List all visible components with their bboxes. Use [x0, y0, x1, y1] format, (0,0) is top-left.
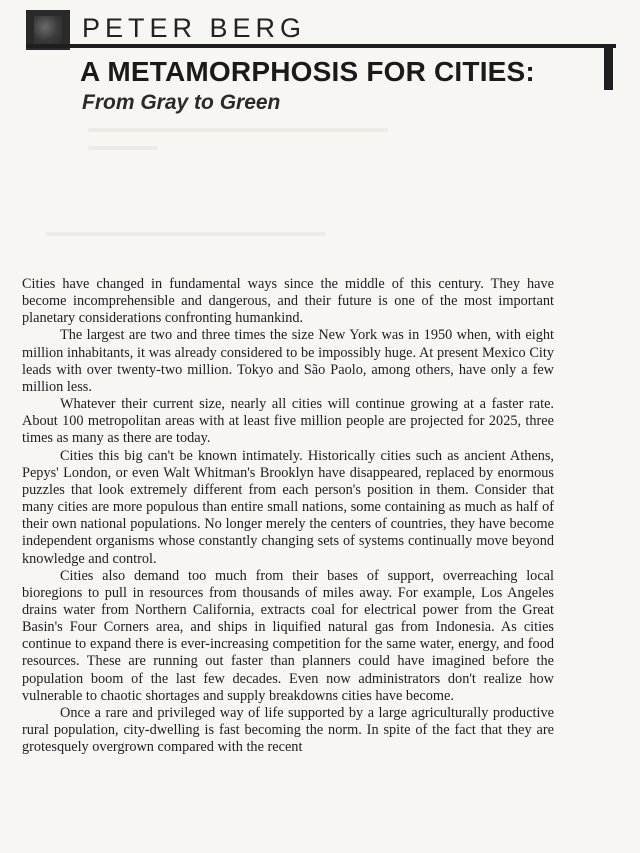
header-rule-end: [604, 44, 613, 90]
bleed-through-mark: [88, 128, 388, 132]
author-name: PETER BERG: [82, 13, 307, 43]
article-subtitle: From Gray to Green: [82, 91, 281, 114]
article-body: [22, 276, 554, 756]
paragraph: Once a rare and privileged way of life supported by a large agriculturally productive rural population, city-dwelling is fast becoming the norm. In spite of the fact that they are grotesquely overgrown compared with the recent: [22, 704, 554, 756]
paragraph: Cities also demand too much from their bases of support, overreaching local bioregions to pull in resources from thousands of miles away. For example, Los Angeles drains water from Northern California, extracts coal for electrical power from the Great Basin's Four Corners area, and ships in liquified natural gas from Indonesia. As cities continue to expand there is ever-increasing competition for the same water, energy, and food resources. These are running out faster than planners could have imagined before the population boom of the last few decades. Even now administrators don't realize how vulnerable to chaotic shortages and supply breakdowns cities have become.: [22, 567, 554, 704]
header-texture: [34, 16, 62, 44]
article-title: A METAMORPHOSIS FOR CITIES:: [80, 56, 535, 87]
paragraph: Whatever their current size, nearly all cities will continue growing at a faster rate. About 100 metropolitan areas with at least five million people are projected for 2025, three times as many as there are today.: [22, 396, 554, 447]
paragraph: Cities have changed in fundamental ways since the middle of this century. They have become incomprehensible and dangerous, and their future is one of the most important planetary considerations confronting humankind.: [22, 276, 554, 327]
bleed-through-mark: [88, 146, 158, 150]
bleed-through-mark: [46, 232, 326, 236]
paragraph: Cities this big can't be known intimately. Historically cities such as ancient Athens, Pepys' London, or even Walt Whitman's Brooklyn have disappeared, replaced by enormous puzzles that look extremely different from each person's position in them. Consider that many cities are more populous than entire small nations, some containing as much as half of their own national populations. No longer merely the centers of countries, they have become independent organisms whose constantly changing sets of systems continually move beyond knowledge and control.: [22, 447, 554, 567]
header-rule: [26, 44, 616, 48]
paragraph: The largest are two and three times the size New York was in 1950 when, with eight million inhabitants, it was already considered to be impossibly huge. At present Mexico City leads with over twenty-two million. Tokyo and São Paolo, among others, have only a few million less.: [22, 327, 554, 395]
